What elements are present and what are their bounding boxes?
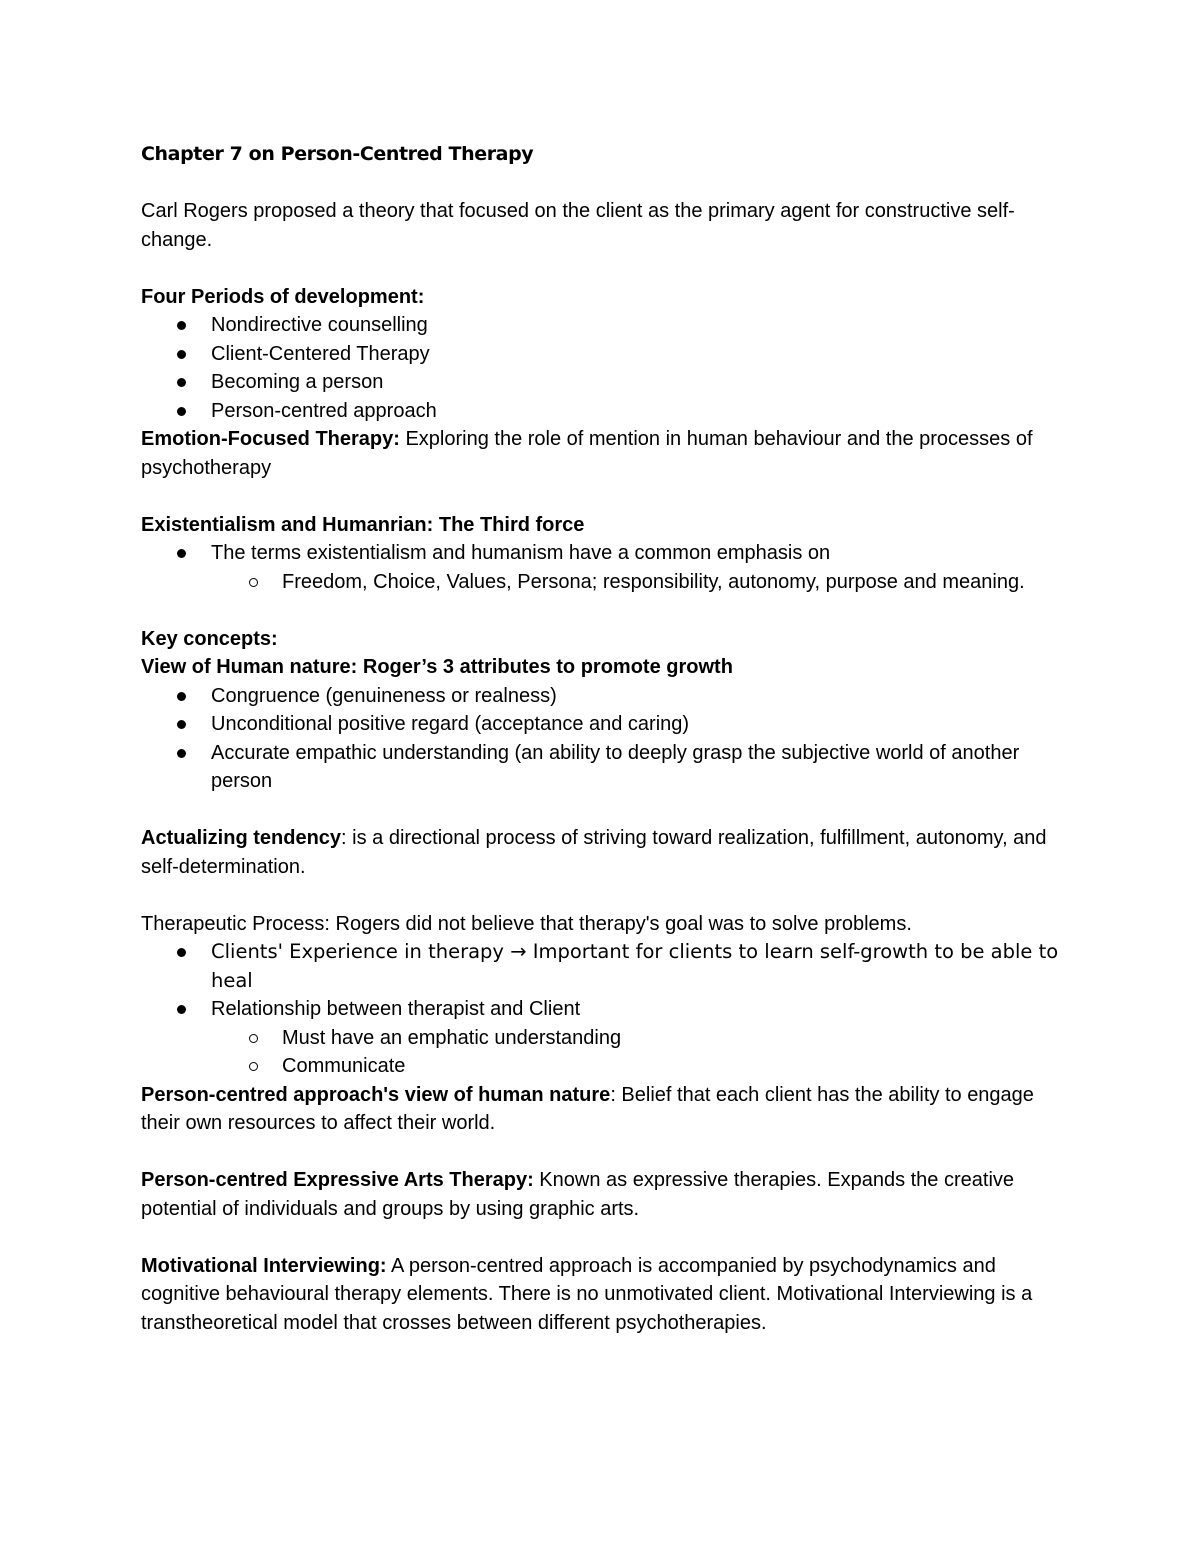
list-item: Clients' Experience in therapy → Important for clients to learn self-growth to be able to heal <box>141 938 1061 995</box>
bullet-icon <box>177 720 186 729</box>
intro-paragraph: Carl Rogers proposed a theory that focused on the client as the primary agent for constructive self-change. <box>141 200 1015 251</box>
key-concepts-heading: Key concepts: <box>141 627 278 650</box>
hollow-bullet-icon <box>249 578 258 587</box>
list-subitem: Must have an emphatic understanding <box>141 1024 1061 1053</box>
four-periods-list <box>141 311 1061 425</box>
list-item: Person-centred approach <box>141 397 1061 426</box>
list-item: Accurate empathic understanding (an ability to deeply grasp the subjective world of another person <box>141 739 1061 796</box>
bullet-icon <box>177 692 186 701</box>
four-periods-heading: Four Periods of development: <box>141 285 425 308</box>
list-item: Relationship between therapist and Client <box>141 995 1061 1024</box>
eft-paragraph: Emotion-Focused Therapy: Exploring the role of mention in human behaviour and the processes of psychotherapy <box>141 428 1033 479</box>
bullet-icon <box>177 407 186 416</box>
attributes-list <box>141 682 1061 796</box>
list-subitem: Communicate <box>141 1052 1061 1081</box>
bullet-icon <box>177 948 186 957</box>
hollow-bullet-icon <box>249 1034 258 1043</box>
motivational-paragraph: Motivational Interviewing: A person-centred approach is accompanied by psychodynamics and cognitive behavioural therapy elements. There is no unmotivated client. Motivational Interviewing is a transtheoretical model that crosses between different psychotherapies. <box>141 1254 1033 1334</box>
list-item: Client-Centered Therapy <box>141 340 1061 369</box>
therapeutic-paragraph: Therapeutic Process: Rogers did not believe that therapy's goal was to solve problems. <box>141 912 912 935</box>
existentialism-heading: Existentialism and Humanrian: The Third force <box>141 513 585 536</box>
human-nature-heading: View of Human nature: Roger’s 3 attributes to promote growth <box>141 656 733 678</box>
bullet-icon <box>177 549 186 558</box>
therapeutic-list <box>141 938 1061 1081</box>
bullet-icon <box>177 378 186 387</box>
actualizing-paragraph: Actualizing tendency: is a directional process of striving toward realization, fulfillment, autonomy, and self-determination. <box>141 827 1047 878</box>
document-body <box>141 140 1061 1337</box>
list-subitem: Freedom, Choice, Values, Persona; responsibility, autonomy, purpose and meaning. <box>141 568 1061 597</box>
bullet-icon <box>177 1005 186 1014</box>
bullet-icon <box>177 749 186 758</box>
list-item: The terms existentialism and humanism have a common emphasis on <box>141 539 1061 568</box>
hollow-bullet-icon <box>249 1062 258 1071</box>
list-item: Nondirective counselling <box>141 311 1061 340</box>
bullet-icon <box>177 350 186 359</box>
list-item: Unconditional positive regard (acceptance and caring) <box>141 710 1061 739</box>
bullet-icon <box>177 321 186 330</box>
expressive-paragraph: Person-centred Expressive Arts Therapy: Known as expressive therapies. Expands the creative potential of individuals and groups by using graphic arts. <box>141 1169 1015 1220</box>
existentialism-list <box>141 539 1061 596</box>
list-item: Becoming a person <box>141 368 1061 397</box>
pca-view-paragraph: Person-centred approach's view of human nature: Belief that each client has the ability to engage their own resources to affect their world. <box>141 1083 1034 1134</box>
list-item: Congruence (genuineness or realness) <box>141 682 1061 711</box>
page-title: Chapter 7 on Person-Centred Therapy <box>141 143 534 165</box>
